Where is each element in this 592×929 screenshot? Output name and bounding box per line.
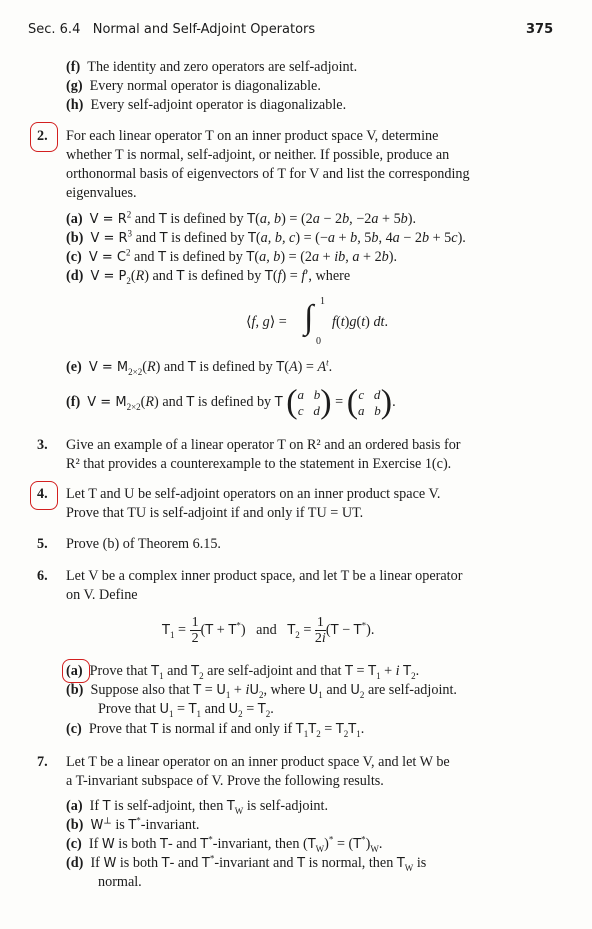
ex3-number: 3. [37,437,48,453]
ex1-item-f: (f) The identity and zero operators are self-adjoint. [66,59,358,75]
ex2-line-2: whether T is normal, self-adjoint, or neither. If possible, produce an [66,147,450,163]
ex4-line-1: Let T and U be self-adjoint operators on an inner product space V. [66,486,441,502]
ex2-line-3: orthonormal basis of eigenvectors of T for V and list the corresponding [66,166,470,182]
page-number: 375 [526,22,554,37]
ex7-item-d: (d) If W is both T- and T*-invariant and T is normal, then $T_W$ is [66,853,427,873]
ex6-definition: $T_1$ = $\frac{1}{2}$ (T + T*) and $T_2$ = $\frac{1}{2i}$ (T − T*). [162,615,375,647]
ex2-item-e: (e) $V = M_{2\times 2}(R)$ and T is defined by $T(A) = A^t$. [66,357,333,377]
running-header [28,22,315,37]
ex6-line-2: on V. Define [66,587,138,603]
ex3-line-2: R² that provides a counterexample to the statement in Exercise 1(c). [66,456,452,472]
ex7-line-2: a T-invariant subspace of V. Prove the following results. [66,773,384,789]
ex2-item-a: (a) $V = R^2$ and T is defined by T(a, b) = (2a − 2b, −2a + 5b). [66,209,417,227]
ex6-line-1: Let V be a complex inner product space, and let T be a linear operator [66,568,463,584]
ex6-item-b: (b) Suppose also that $T = U_1 + iU_2$, where $U_1$ and $U_2$ are self-adjoint. [66,682,457,700]
ex5-number: 5. [37,536,48,552]
ex7-item-c: (c) If W is both T- and T*-invariant, then $(T_W)^* = (T^*)_W$. [66,834,383,854]
ex1-item-h: (h) Every self-adjoint operator is diagonalizable. [66,97,347,113]
ex7-item-a: (a) If T is self-adjoint, then $T_W$ is self-adjoint. [66,798,329,816]
ex6-item-c: (c) Prove that T is normal if and only if $T_1T_2 = T_2T_1$. [66,721,365,739]
ex7-item-b: (b) W⊥ is T*-invariant. [66,815,200,833]
ex2-item-b: (b) $V = R^3$ and T is defined by T(a, b, c) = (−a + b, 5b, 4a − 2b + 5c). [66,228,466,246]
ex6-item-b-line2: Prove that $U_1 = T_1$ and $U_2 = T_2$. [98,701,274,719]
ex2-item-c: (c) $V = C^2$ and T is defined by T(a, b) = (2a + ib, a + 2b). [66,247,398,265]
ex4-line-2: Prove that TU is self-adjoint if and only if TU = UT. [66,505,364,521]
ex2-number: 2. [37,128,48,144]
ex2-line-1: For each linear operator T on an inner product space V, determine [66,128,439,144]
ex7-item-d-line2: normal. [98,874,142,890]
ex6-item-a: (a) Prove that $T_1$ and $T_2$ are self-adjoint and that $T = T_1 + i$ $T_2$. [66,663,420,681]
section-number: Sec. 6.4 [28,22,81,37]
ex1-item-g: (g) Every normal operator is diagonalizable. [66,78,321,94]
ex3-line-1: Give an example of a linear operator T on R² and an ordered basis for [66,437,461,453]
ex4-number: 4. [37,486,48,502]
ex2-item-d: (d) $V = P_2(R)$ and T is defined by T(f) = f′, where [66,268,351,286]
ex2-line-4: eigenvalues. [66,185,137,201]
ex2-item-f: (f) $V = M_{2\times 2}(R)$ and T is defined by T ( a b c d ) = ( c d a b ). [66,383,396,421]
ex5-text: Prove (b) of Theorem 6.15. [66,536,221,552]
section-title: Normal and Self-Adjoint Operators [92,22,316,37]
ex7-line-1: Let T be a linear operator on an inner product space V, and let W be [66,754,450,770]
ex6-number: 6. [37,568,48,584]
ex7-number: 7. [37,754,48,770]
